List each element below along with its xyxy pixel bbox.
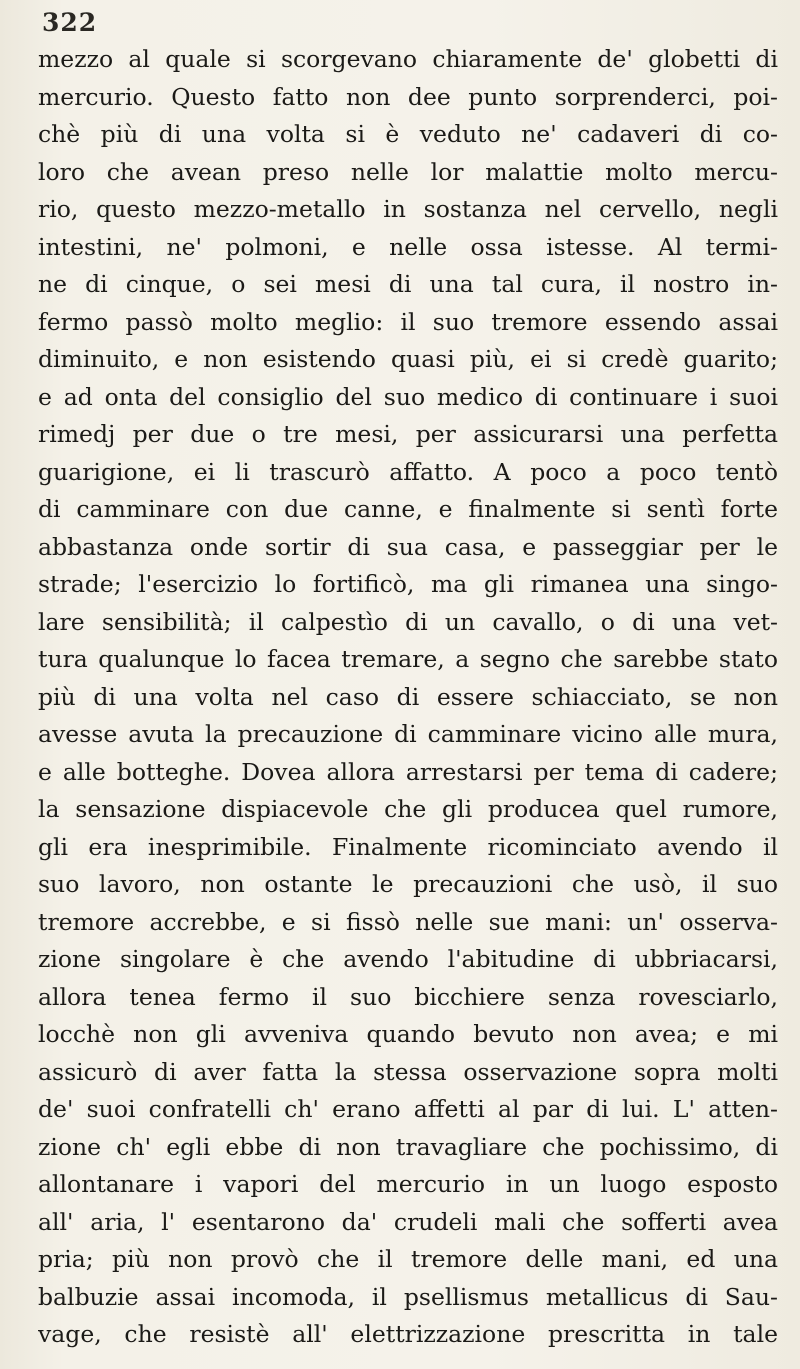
text-line: locchè non gli avveniva quando bevuto non avea; e mi: [38, 1020, 778, 1048]
page-number: 322: [42, 8, 98, 37]
text-line: tura qualunque lo facea tremare, a segno che sarebbe stato: [38, 645, 778, 673]
body-text: [38, 41, 778, 1354]
text-line: mercurio. Questo fatto non dee punto sorprenderci, poi-: [38, 82, 778, 111]
text-line: loro che avean preso nelle lor malattie molto mercu-: [38, 157, 778, 186]
text-line: più di una volta nel caso di essere schiacciato, se non: [38, 682, 778, 711]
text-line: vage, che resistè all' elettrizzazione prescritta in tale: [38, 1320, 778, 1348]
text-line: mezzo al quale si scorgevano chiaramente de' globetti di: [38, 45, 778, 73]
text-line: de' suoi confratelli ch' erano affetti al par di lui. L' atten-: [38, 1095, 778, 1123]
text-line: allora tenea fermo il suo bicchiere senza rovesciarlo,: [38, 982, 778, 1011]
text-line: guarigione, ei li trascurò affatto. A poco a poco tentò: [38, 457, 778, 486]
text-line: gli era inesprimibile. Finalmente ricominciato avendo il: [38, 832, 778, 861]
text-line: abbastanza onde sortir di sua casa, e passeggiar per le: [38, 532, 778, 561]
text-line: diminuito, e non esistendo quasi più, ei si credè guarito;: [38, 345, 778, 373]
text-line: rimedj per due o tre mesi, per assicurarsi una perfetta: [38, 420, 778, 448]
text-line: allontanare i vapori del mercurio in un luogo esposto: [38, 1170, 778, 1198]
text-line: lare sensibilità; il calpestìo di un cavallo, o di una vet-: [38, 607, 778, 636]
text-line: balbuzie assai incomoda, il psellismus metallicus di Sau-: [38, 1282, 778, 1311]
text-line: assicurò di aver fatta la stessa osservazione sopra molti: [38, 1057, 778, 1086]
text-line: intestini, ne' polmoni, e nelle ossa istesse. Al termi-: [38, 232, 778, 261]
text-line: suo lavoro, non ostante le precauzioni che usò, il suo: [38, 870, 778, 898]
text-line: la sensazione dispiacevole che gli producea quel rumore,: [38, 795, 778, 823]
text-line: di camminare con due canne, e finalmente si sentì forte: [38, 495, 778, 523]
text-line: fermo passò molto meglio: il suo tremore essendo assai: [38, 307, 778, 336]
text-line: zione ch' egli ebbe di non travagliare che pochissimo, di: [38, 1132, 778, 1161]
text-line: e alle botteghe. Dovea allora arrestarsi per tema di cadere;: [38, 757, 778, 786]
text-line: e ad onta del consiglio del suo medico di continuare i suoi: [38, 382, 778, 411]
text-line: strade; l'esercizio lo fortificò, ma gli rimanea una singo-: [38, 570, 778, 598]
text-line: rio, questo mezzo-metallo in sostanza nel cervello, negli: [38, 195, 778, 223]
text-line: zione singolare è che avendo l'abitudine di ubbriacarsi,: [38, 945, 778, 973]
text-line: all' aria, l' esentarono da' crudeli mali che sofferti avea: [38, 1207, 778, 1236]
text-line: ne di cinque, o sei mesi di una tal cura, il nostro in-: [38, 270, 778, 298]
text-line: tremore accrebbe, e si fissò nelle sue mani: un' osserva-: [38, 907, 778, 936]
text-line: chè più di una volta si è veduto ne' cadaveri di co-: [38, 120, 778, 148]
text-line: pria; più non provò che il tremore delle mani, ed una: [38, 1245, 778, 1273]
text-line: avesse avuta la precauzione di camminare vicino alle mura,: [38, 720, 778, 748]
